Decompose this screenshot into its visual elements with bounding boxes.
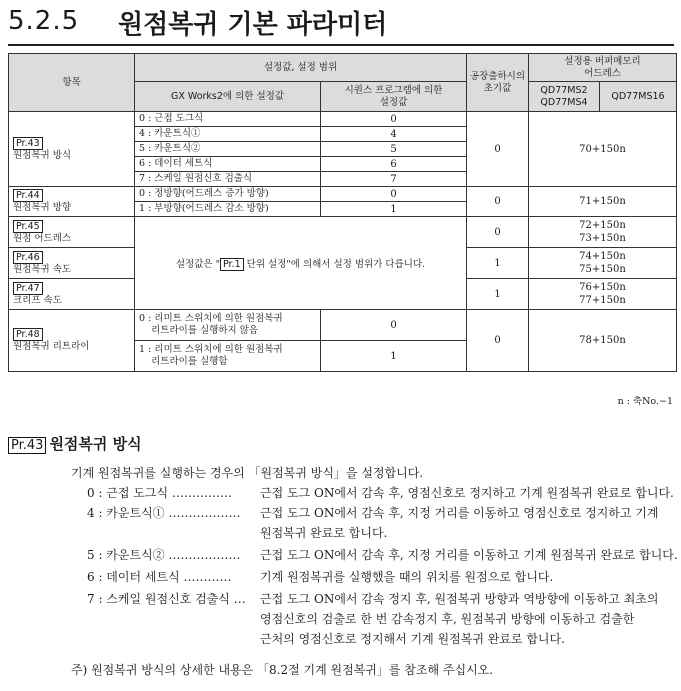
- param-tag: Pr.43: [13, 137, 43, 150]
- buffer-address: 78+150n: [529, 310, 677, 372]
- section-title: 원점복귀 기본 파라미터: [118, 10, 388, 40]
- item-cell: [9, 248, 135, 279]
- table-row: [9, 187, 677, 202]
- default-value: 1: [467, 248, 529, 279]
- option-value: 6: [321, 157, 467, 172]
- option-value: 7: [321, 172, 467, 187]
- default-value: 0: [467, 217, 529, 248]
- header-setting: 설정값, 설정 범위: [135, 54, 467, 82]
- option-label: 5 : 카운트식②: [135, 142, 321, 157]
- buffer-address: 70+150n: [529, 112, 677, 187]
- header-seq: 시퀀스 프로그램에 의한 설정값: [321, 82, 467, 112]
- param-name: 크리프 속도: [13, 294, 62, 306]
- detail-title: 원점복귀 방식: [49, 435, 142, 453]
- item-cell: [9, 112, 135, 187]
- buffer-address: 72+150n 73+150n: [529, 217, 677, 248]
- default-value: 0: [467, 112, 529, 187]
- detail-intro: 기계 원점복귀를 실행하는 경우의 「원점복귀 방식」을 설정합니다.: [71, 466, 424, 480]
- option-label: 1 : 부방향(어드레스 감소 방향): [135, 202, 321, 217]
- option-value: 1: [321, 341, 467, 372]
- list-item: 0 : 근접 도그식 …………… 근접 도그 ON에서 감속 후, 영점신호로 정지하고 기계 원점복귀 완료로 합니다.: [87, 486, 674, 500]
- option-label: 6 : 데이터 세트식: [135, 157, 321, 172]
- section-divider: [8, 44, 674, 46]
- param-tag: Pr.47: [13, 282, 43, 295]
- param-tag: Pr.48: [13, 328, 43, 341]
- buffer-address: 76+150n 77+150n: [529, 279, 677, 310]
- param-tag: Pr.43: [8, 437, 46, 454]
- header-buffer: 설정용 버퍼메모리 어드레스: [529, 54, 677, 82]
- option-value: 0: [321, 112, 467, 127]
- table-row: [9, 217, 677, 248]
- list-item: 5 : 카운트식② ……………… 근접 도그 ON에서 감속 후, 지정 거리를 이동하고 기계 원점복귀 완료로 합니다.: [87, 548, 678, 562]
- param-name: 원점복귀 방식: [13, 149, 72, 161]
- option-value: 0: [321, 310, 467, 341]
- parameter-table: [8, 53, 677, 372]
- option-value: 0: [321, 187, 467, 202]
- option-label: 0 : 정방향(어드레스 증가 방향): [135, 187, 321, 202]
- param-name: 원점복귀 속도: [13, 263, 72, 275]
- list-item: 4 : 카운트식① ……………… 근접 도그 ON에서 감속 후, 지정 거리를 이동하고 영점신호로 정지하고 기계 원점복귀 완료로 합니다.: [87, 506, 659, 540]
- param-tag: Pr.46: [13, 251, 43, 264]
- header-gx: GX Works2에 의한 설정값: [135, 82, 321, 112]
- footnote: n : 축No.−1: [617, 396, 673, 407]
- buffer-address: 71+150n: [529, 187, 677, 217]
- item-cell: [9, 217, 135, 248]
- list-item: 7 : 스케일 원점신호 검출식 … 근접 도그 ON에서 감속 정지 후, 원점복귀 방향과 역방향에 이동하고 최초의 영점신호의 검출로 한 번 감속정지 후, 원점복귀 방향에 이동하고 검출한 근처의 영점신호로 정지해서 기계 원점복귀 완료로 합니다.: [87, 592, 659, 646]
- option-value: 5: [321, 142, 467, 157]
- option-label: 7 : 스케일 원점신호 검출식: [135, 172, 321, 187]
- default-value: 1: [467, 279, 529, 310]
- option-label: 1 : 리미트 스위치에 의한 원점복귀 리트라이를 실행함: [135, 341, 321, 372]
- item-cell: [9, 187, 135, 217]
- header-qd77ms16: QD77MS16: [600, 82, 677, 112]
- shared-range-note: 설정값은 " Pr.1 단위 설정"에 의해서 설정 범위가 다릅니다.: [135, 217, 467, 310]
- option-value: 4: [321, 127, 467, 142]
- header-qd77ms2-4: QD77MS2 QD77MS4: [529, 82, 600, 112]
- list-item: 6 : 데이터 세트식 ………… 기계 원점복귀를 실행했을 때의 위치를 원점으로 합니다.: [87, 570, 554, 584]
- table-row: [9, 310, 677, 341]
- header-item: 항목: [9, 54, 135, 112]
- buffer-address: 74+150n 75+150n: [529, 248, 677, 279]
- detail-note: 주) 원점복귀 방식의 상세한 내용은 「8.2절 기계 원점복귀」를 참조해 주십시오.: [71, 663, 494, 677]
- param-tag: Pr.45: [13, 220, 43, 233]
- param-name: 원점복귀 리트라이: [13, 341, 90, 352]
- option-label: 0 : 리미트 스위치에 의한 원점복귀 리트라이를 실행하지 않음: [135, 310, 321, 341]
- param-tag: Pr.1: [220, 258, 244, 271]
- table-row: [9, 112, 677, 127]
- option-label: 0 : 근접 도그식: [135, 112, 321, 127]
- detail-heading: [8, 433, 142, 454]
- option-value: 1: [321, 202, 467, 217]
- option-label: 4 : 카운트식①: [135, 127, 321, 142]
- param-name: 원점 어드레스: [13, 232, 72, 244]
- item-cell: [9, 310, 135, 372]
- default-value: 0: [467, 310, 529, 372]
- header-default: 공장출하시의 초기값: [467, 54, 529, 112]
- item-cell: [9, 279, 135, 310]
- default-value: 0: [467, 187, 529, 217]
- param-tag: Pr.44: [13, 189, 43, 202]
- section-number: 5.2.5: [8, 6, 80, 36]
- param-name: 원점복귀 방향: [13, 202, 72, 213]
